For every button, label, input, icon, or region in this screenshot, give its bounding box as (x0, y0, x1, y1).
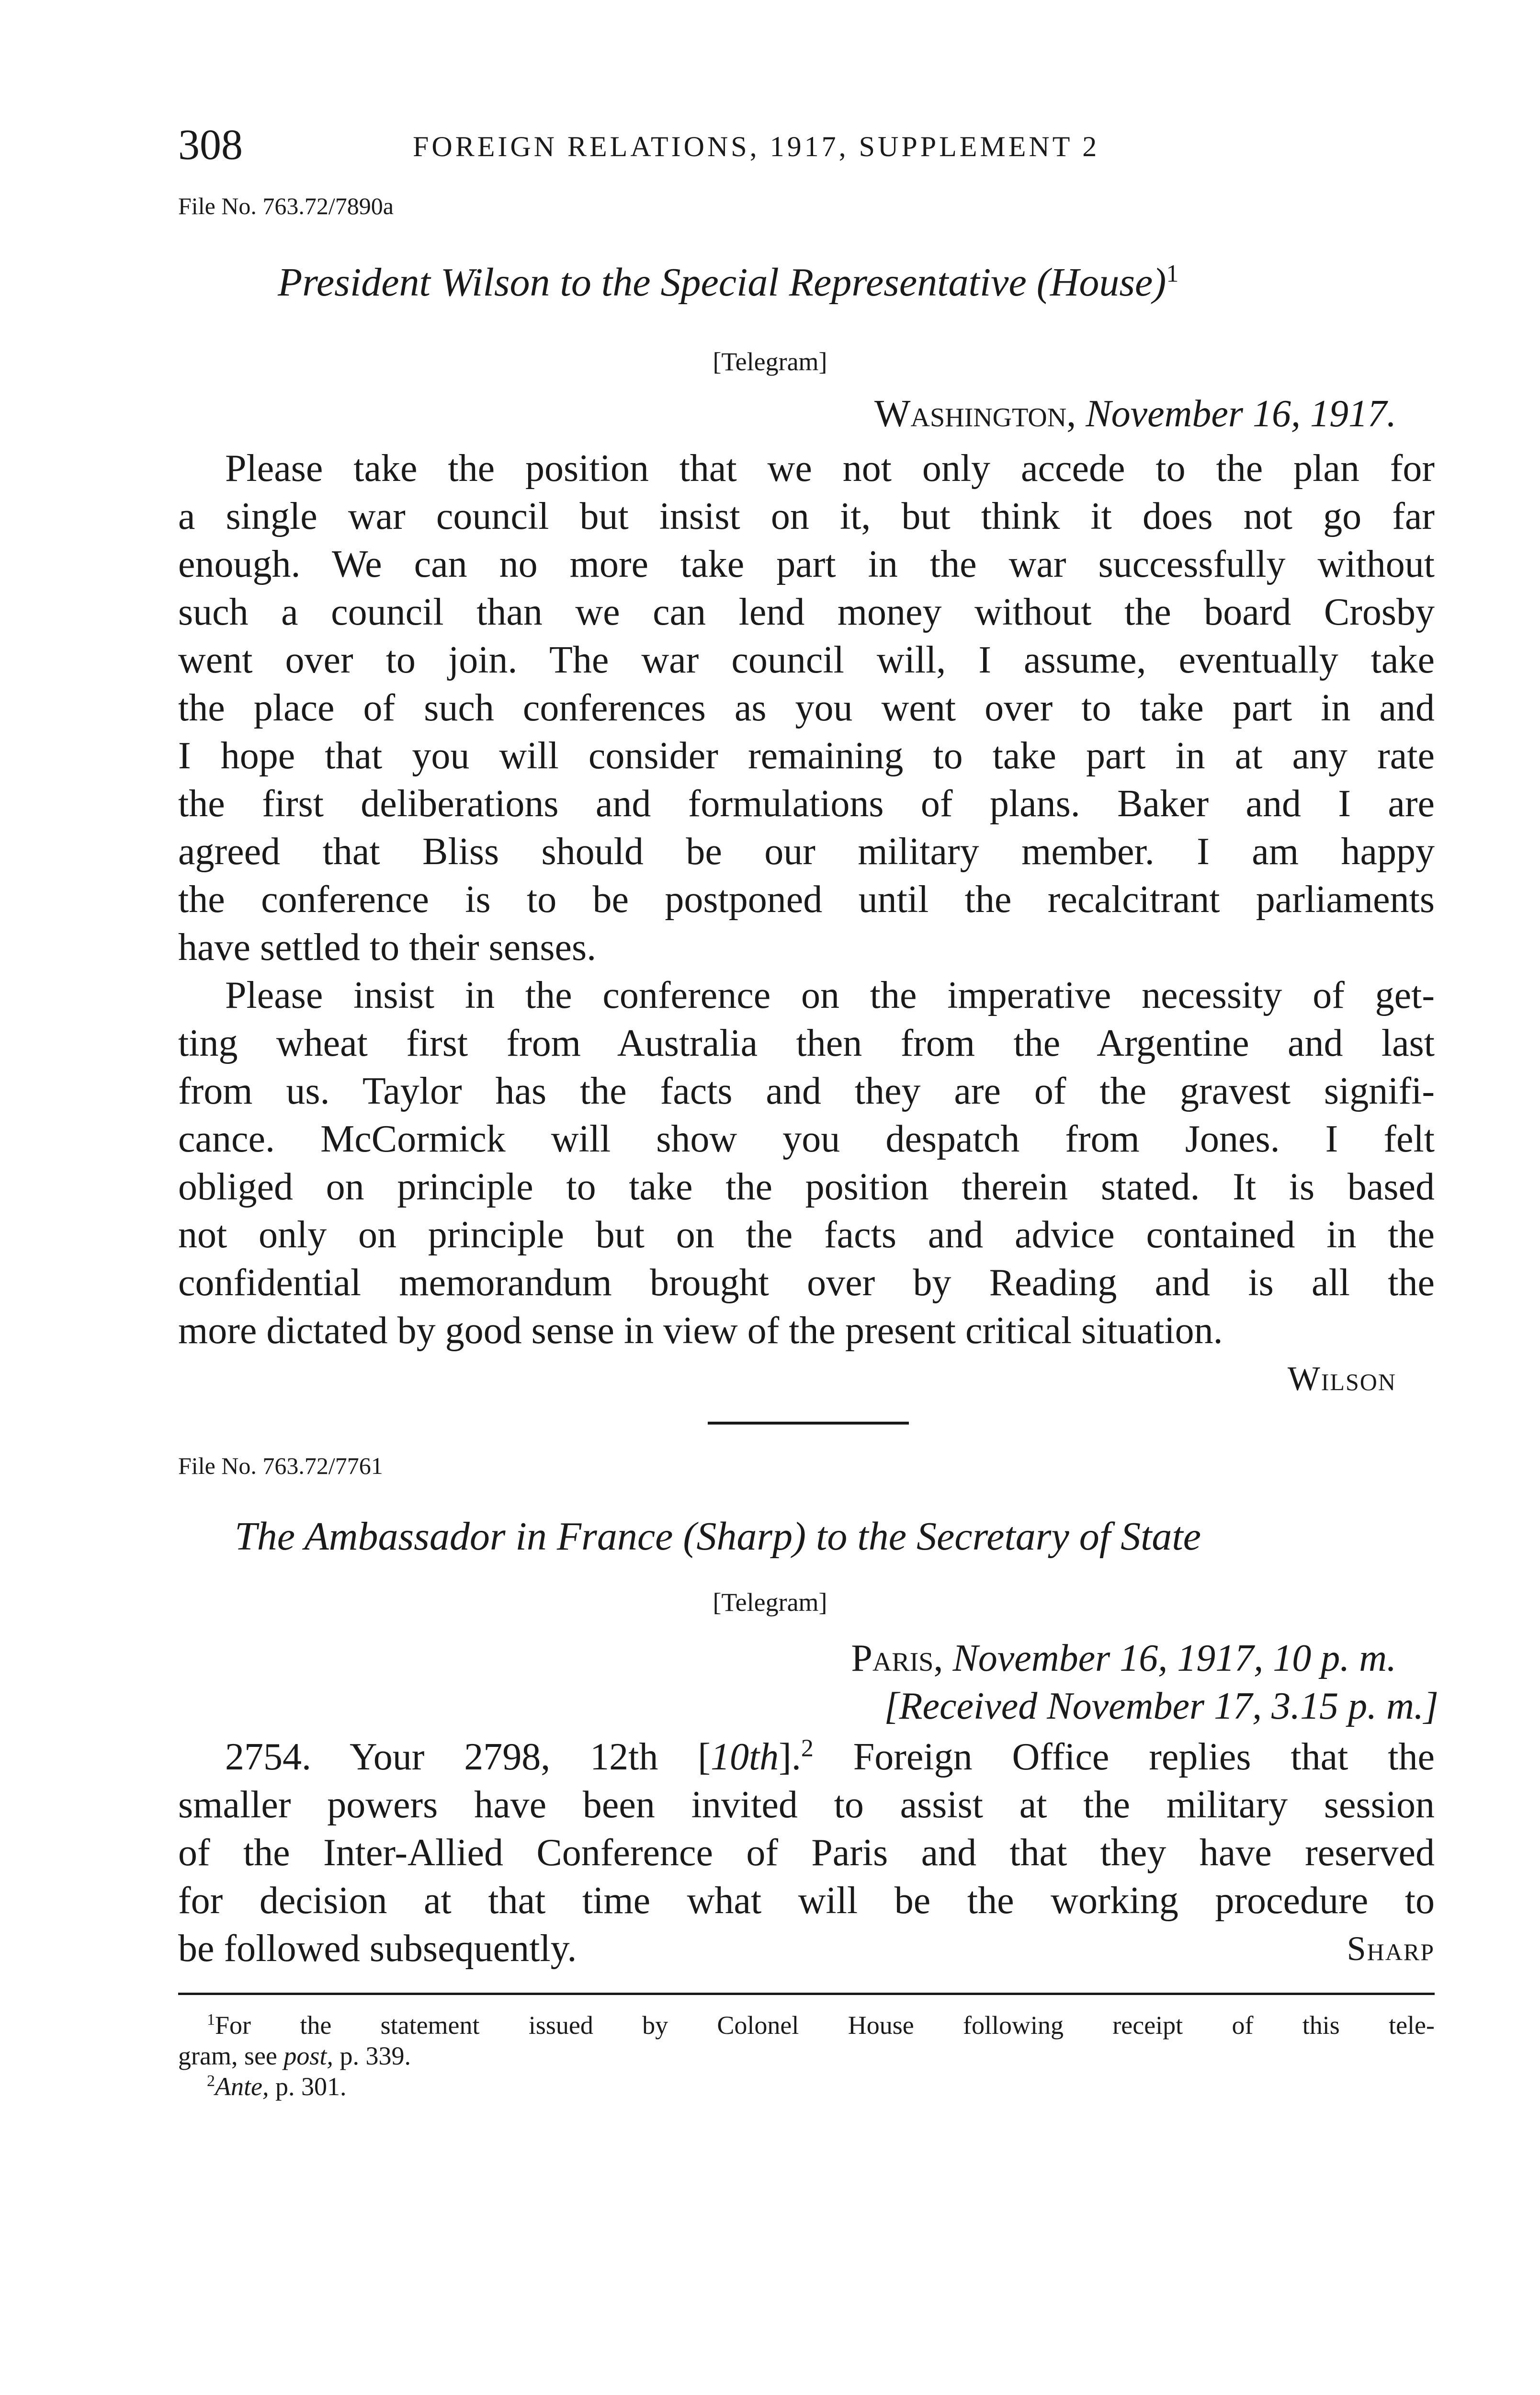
footnote-rule (178, 1993, 1435, 1995)
running-head: FOREIGN RELATIONS, 1917, SUPPLEMENT 2 (413, 131, 1100, 162)
text-line: such a council than we can lend money without the board Crosby (178, 591, 1435, 633)
text-line: be followed subsequently. (178, 1927, 577, 1970)
text-line: the first deliberations and formulations of plans. Baker and I are (178, 783, 1435, 825)
dateline-1 (874, 390, 1396, 438)
footnote-1-line-2 (178, 2041, 1435, 2071)
text-segment: gram, see (178, 2041, 284, 2070)
text-line: of the Inter-Allied Conference of Paris and that they have reserved (178, 1832, 1435, 1874)
text-segment: 2754. Your 2798, 12th [ (225, 1736, 711, 1778)
text-line: more dictated by good sense in view of the present critical situation. (178, 1310, 1223, 1352)
footnotes (178, 2010, 1435, 2102)
text-line: not only on principle but on the facts and advice contained in the (178, 1214, 1435, 1256)
text-segment: ]. (779, 1736, 801, 1778)
dateline-1-place: Washington, (874, 393, 1076, 435)
text-line: smaller powers have been invited to assist at the military session (178, 1784, 1435, 1826)
text-line: the conference is to be postponed until the recalcitrant parliaments (178, 878, 1435, 921)
signature-wilson: Wilson (1287, 1359, 1396, 1398)
footnote-ref-2: 2 (801, 1734, 814, 1762)
section-divider (708, 1422, 909, 1425)
text-segment: p. 339. (333, 2041, 411, 2070)
document-title-1 (278, 259, 1178, 307)
telegram-label-2: [Telegram] (713, 1588, 827, 1617)
footnote-1-text: For the statement issued by Colonel House following receipt of this tele- (215, 2011, 1435, 2040)
text-segment: Foreign Office replies that the (813, 1736, 1435, 1778)
document-title-2: The Ambassador in France (Sharp) to the Secretary of State (235, 1514, 1201, 1559)
text-line: confidential memorandum brought over by Reading and is all the (178, 1262, 1435, 1304)
text-line: ting wheat first from Australia then from the Argentine and last (178, 1022, 1435, 1064)
text-line: obliged on principle to take the position therein stated. It is based (178, 1166, 1435, 1208)
document-title-1-text: President Wilson to the Special Representative (House) (278, 260, 1166, 305)
text-line: for decision at that time what will be the working procedure to (178, 1880, 1435, 1922)
paragraph-2 (178, 971, 1435, 1355)
received-line: [Received November 17, 3.15 p. m.] (884, 1685, 1438, 1727)
dateline-2-place: Paris, (851, 1637, 943, 1679)
text-line: enough. We can no more take part in the war successfully without (178, 543, 1435, 585)
text-line: I hope that you will consider remaining to take part in at any rate (178, 735, 1435, 777)
text-line: from us. Taylor has the facts and they are of the gravest signifi- (178, 1070, 1435, 1112)
text-segment-italic: 10th (710, 1736, 779, 1778)
dateline-2 (851, 1634, 1396, 1682)
text-line: Please take the position that we not only accede to the plan for (225, 447, 1435, 490)
text-segment: p. 301. (269, 2072, 347, 2101)
footnote-1-line-1 (178, 2010, 1435, 2041)
paragraph-3 (178, 1733, 1435, 1973)
text-line: cance. McCormick will show you despatch from Jones. I felt (178, 1118, 1435, 1160)
text-line: went over to join. The war council will, I assume, eventually take (178, 639, 1435, 681)
text-line: a single war council but insist on it, but think it does not go far (178, 495, 1435, 537)
paragraph-1 (178, 445, 1435, 971)
footnote-2 (178, 2071, 1435, 2102)
dateline-2-date: November 16, 1917, 10 p. m. (952, 1637, 1396, 1679)
signature-sharp: Sharp (1347, 1929, 1435, 1968)
page-header (178, 119, 1442, 171)
text-line: agreed that Bliss should be our military member. I am happy (178, 831, 1435, 873)
text-line: have settled to their senses. (178, 926, 597, 969)
telegram-label-1: [Telegram] (713, 347, 827, 376)
file-number-2: File No. 763.72/7761 (178, 1452, 383, 1479)
dateline-1-date: November 16, 1917. (1086, 393, 1396, 435)
footnote-1-mark: 1 (207, 2011, 215, 2029)
page-number: 308 (178, 121, 243, 169)
file-number-1: File No. 763.72/7890a (178, 193, 394, 219)
text-line: the place of such conferences as you went over to take part in and (178, 687, 1435, 729)
text-line: Please insist in the conference on the imperative necessity of get- (225, 974, 1435, 1016)
text-line (178, 1733, 1435, 1781)
text-segment-italic: post, (283, 2041, 333, 2070)
text-segment-italic: Ante, (215, 2072, 269, 2101)
footnote-ref-1: 1 (1166, 260, 1179, 287)
footnote-2-mark: 2 (207, 2072, 215, 2090)
